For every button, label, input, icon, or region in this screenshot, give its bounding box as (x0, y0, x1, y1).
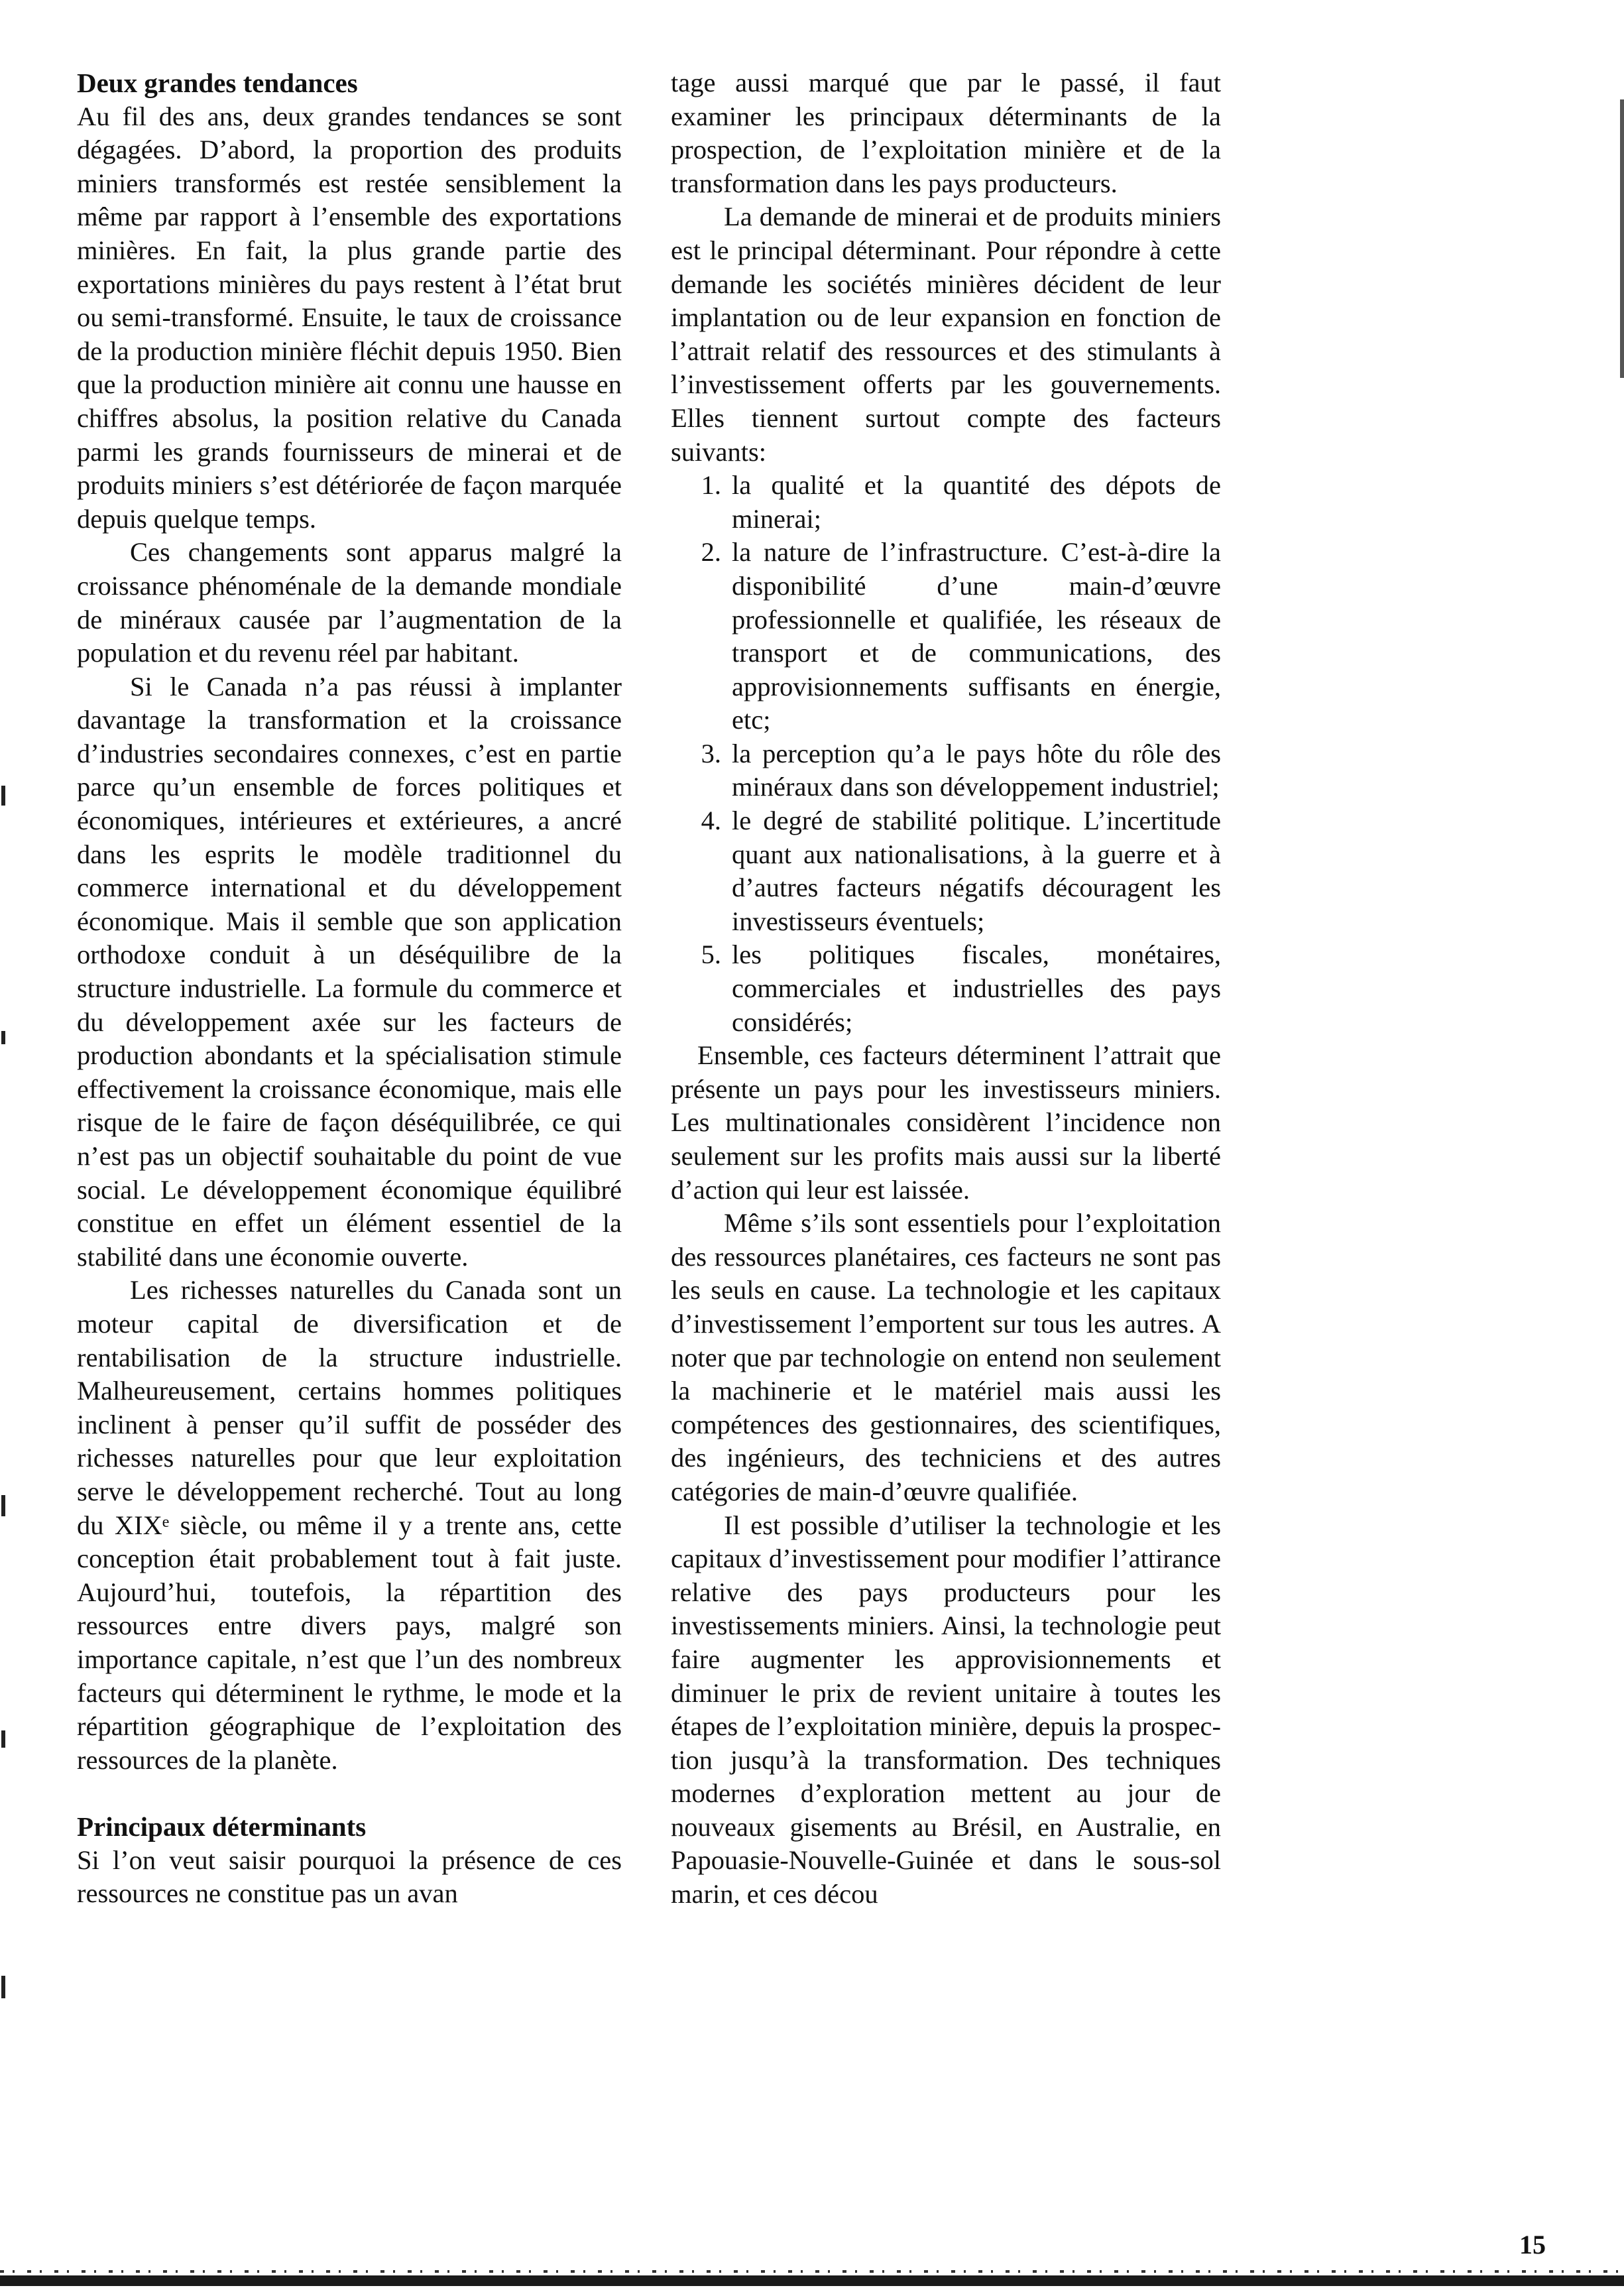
paragraph: Ensemble, ces facteurs déterminent l’attrait que présente un pays pour les investisseurs miniers. Les multinationales considèrent l’incidence non seulement sur les profits mais aussi sur la liberté d’action qui leur est laissée. (671, 1040, 1221, 1205)
list-number: 2. (701, 537, 721, 568)
paragraph: Si l’on veut saisir pourquoi la présence de ces ressources ne constitue pas un avan (77, 1844, 622, 1909)
list-item (671, 737, 1221, 804)
paragraph: Si le Canada n’a pas réussi à implanter davantage la transformation et la croissance d’industries secondaires connexes, c’est en partie parce qu’un ensemble de forces politiques et économiques, intérieures et extérieures, a ancré dans les esprits le modèle traditionnel du commerce international et du développement économique. Mais il semble que son application orthodoxe conduit à un déséquilibre de la structure industrielle. La formule du commerce et du développement axée sur les facteurs de production abondants et la spécialisation stimule effectivement la croissance économique, mais elle risque de le faire de façon déséquilibrée, ce qui n’est pas un objectif souhaitable du point de vue social. Le développement économique équilibré constitue en effet un élément essentiel de la stabilité dans une économie ouverte. (77, 671, 622, 1272)
paragraph: Ces changements sont apparus malgré la croissance phénoménale de la demande mondiale de minéraux causée par l’augmentation de la population et du revenu réel par habitant. (77, 537, 622, 668)
list-item (671, 938, 1221, 1039)
bottom-rule (0, 2275, 1624, 2286)
list-text: la qualité et la quantité des dépots de minerai; (732, 470, 1221, 534)
left-column (77, 66, 622, 1911)
binding-edge-marks (0, 0, 9, 2294)
paragraph: Il est possible d’utiliser la technologie et les capitaux d’investissement pour modifier l’attirance relative des pays producteurs pour les investissements miniers. Ainsi, la technologie peut faire augmenter les approvisionnements et diminuer le prix de revient unitaire à toutes les étapes de l’exploitation minière, depuis la prospection jusqu’à la transformation. Des techniques modernes d’exploration mettent au jour de nouveaux gisements au Brésil, en Australie, en Papouasie-Nouvelle-Guinée et dans le sous-sol marin, et ces décou (671, 1510, 1221, 1909)
factors-list (671, 469, 1221, 1039)
list-number: 1. (701, 470, 721, 501)
right-column (671, 66, 1221, 1911)
paragraph: tage aussi marqué que par le passé, il faut examiner les principaux déterminants de la prospection, de l’exploitation minière et de la transformation dans les pays producteurs. (671, 68, 1221, 198)
page-number: 15 (1519, 2230, 1546, 2260)
list-item (671, 804, 1221, 938)
list-number: 3. (701, 738, 721, 768)
section-heading-tendances: Deux grandes tendances (77, 68, 358, 98)
list-text: la nature de l’infrastructure. C’est-à-dire la disponibilité d’une main-d’œuvre professionnelle et qualifiée, les réseaux de transport et de communications, des approvisionnements suffisants en énergie, etc; (732, 537, 1221, 735)
list-text: la perception qu’a le pays hôte du rôle des minéraux dans son développement industriel; (732, 738, 1221, 802)
paragraph: Même s’ils sont essentiels pour l’exploitation des ressources planétaires, ces facteurs ne sont pas les seuls en cause. La technologie et les capitaux d’investissement l’emportent sur tous les autres. A noter que par technologie on entend non seulement la machinerie et le matériel mais aussi les compétences des gestionnaires, des scientifiques, des ingénieurs, des techniciens et des autres catégories de main-d’œuvre qualifiée. (671, 1208, 1221, 1506)
paragraph: La demande de minerai et de produits miniers est le principal déterminant. Pour répondre à cette demande les sociétés minières décident de leur implantation ou de leur expansion en fonction de l’attrait relatif des ressources et des stimulants à l’investissement offerts par les gouvernements. Elles tiennent surtout compte des facteurs suivants: (671, 202, 1221, 467)
paragraph: Les richesses naturelles du Canada sont un moteur capital de diversification et de rentabilisation de la structure industrielle. Malheureusement, certains hommes politiques inclinent à penser qu’il suffit de posséder des richesses naturelles pour que leur exploitation serve le développement recherché. Tout au long du XIXᵉ siècle, ou même il y a trente ans, cette conception était probablement tout à fait juste. Aujourd’hui, toutefois, la répartition des ressources entre divers pays, malgré son importance capitale, n’est que l’un des nombreux facteurs qui déterminent le rythme, le mode et la répartition géographique de l’exploitation des ressources de la planète. (77, 1275, 622, 1775)
list-number: 5. (701, 939, 721, 970)
right-edge-mark (1620, 99, 1624, 378)
paragraph: Au fil des ans, deux grandes tendances se sont dégagées. D’abord, la proportion des produits miniers transformés est restée sensiblement la même par rapport à l’ensemble des exportations minières. En fait, la plus grande partie des exportations minières du pays restent à l’état brut ou semi-transformé. Ensuite, le taux de croissance de la production minière fléchit depuis 1950. Bien que la production minière ait connu une hausse en chiffres absolus, la position relative du Canada parmi les grands fournisseurs de minerai et de produits miniers s’est détériorée de façon marquée depuis quelque temps. (77, 101, 622, 534)
section-heading-determinants: Principaux déterminants (77, 1811, 367, 1842)
list-number: 4. (701, 806, 721, 836)
list-item (671, 536, 1221, 737)
list-text: le degré de stabilité politique. L’incertitude quant aux nationalisations, à la guerre et à d’autres facteurs négatifs découragent les investisseurs éventuels; (732, 806, 1221, 936)
list-item (671, 469, 1221, 536)
list-text: les politiques fiscales, monétaires, commerciales et industrielles des pays considérés; (732, 939, 1221, 1037)
